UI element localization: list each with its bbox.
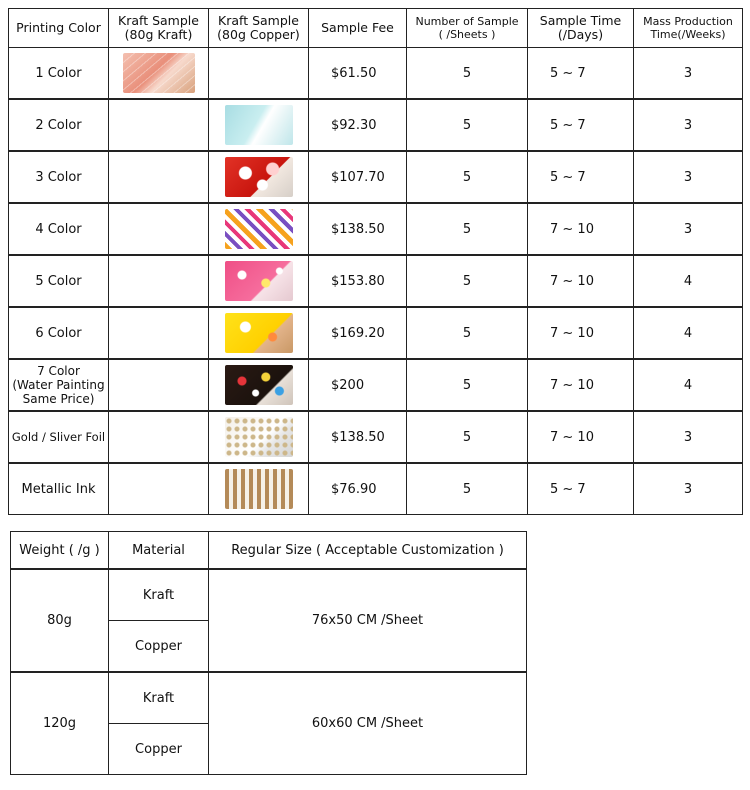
kraft-sample-cell xyxy=(109,411,209,463)
weeks-cell: 3 xyxy=(634,99,743,151)
size-header-row xyxy=(11,532,527,570)
copper-sample-cell xyxy=(209,411,309,463)
table-row xyxy=(9,255,743,307)
weeks-cell: 4 xyxy=(634,359,743,411)
table-row xyxy=(9,48,743,100)
printing-color-cell: 2 Color xyxy=(9,99,109,151)
header-copper-sample: Kraft Sample (80g Copper) xyxy=(209,9,309,48)
days-cell: 7 ~ 10 xyxy=(528,359,634,411)
table-row xyxy=(9,99,743,151)
sample-fee-cell: $76.90 xyxy=(309,463,407,515)
kraft-sample-cell xyxy=(109,48,209,100)
kraft-sample-cell xyxy=(109,203,209,255)
copper-paper-swatch xyxy=(225,209,293,249)
sample-fee-cell: $92.30 xyxy=(309,99,407,151)
copper-paper-swatch xyxy=(225,417,293,457)
days-cell: 7 ~ 10 xyxy=(528,307,634,359)
table-row xyxy=(9,411,743,463)
copper-paper-swatch xyxy=(225,157,293,197)
copper-paper-swatch xyxy=(225,261,293,301)
weeks-cell: 4 xyxy=(634,307,743,359)
copper-sample-cell xyxy=(209,255,309,307)
kraft-sample-cell xyxy=(109,359,209,411)
size-table xyxy=(10,531,527,775)
kraft-sample-cell xyxy=(109,463,209,515)
weight-cell: 120g xyxy=(11,672,109,775)
copper-sample-cell xyxy=(209,307,309,359)
printing-color-cell: Gold / Sliver Foil xyxy=(9,411,109,463)
pricing-header-row xyxy=(9,9,743,48)
copper-sample-cell xyxy=(209,463,309,515)
sheets-cell: 5 xyxy=(407,255,528,307)
days-cell: 5 ~ 7 xyxy=(528,99,634,151)
sheets-cell: 5 xyxy=(407,48,528,100)
table-row xyxy=(9,307,743,359)
weeks-cell: 3 xyxy=(634,463,743,515)
sheets-cell: 5 xyxy=(407,151,528,203)
pricing-table xyxy=(8,8,743,515)
copper-sample-cell xyxy=(209,203,309,255)
printing-color-cell: 4 Color xyxy=(9,203,109,255)
header-sample-fee: Sample Fee xyxy=(309,9,407,48)
printing-color-cell: 7 Color (Water Painting Same Price) xyxy=(9,359,109,411)
days-cell: 7 ~ 10 xyxy=(528,255,634,307)
sample-fee-cell: $169.20 xyxy=(309,307,407,359)
header-sample-time: Sample Time (/Days) xyxy=(528,9,634,48)
days-cell: 7 ~ 10 xyxy=(528,411,634,463)
weeks-cell: 3 xyxy=(634,411,743,463)
sheets-cell: 5 xyxy=(407,463,528,515)
sample-fee-cell: $200 xyxy=(309,359,407,411)
sample-fee-cell: $138.50 xyxy=(309,411,407,463)
header-kraft-sample: Kraft Sample (80g Kraft) xyxy=(109,9,209,48)
sample-fee-cell: $107.70 xyxy=(309,151,407,203)
table-row xyxy=(9,359,743,411)
copper-paper-swatch xyxy=(225,469,293,509)
sheets-cell: 5 xyxy=(407,411,528,463)
days-cell: 5 ~ 7 xyxy=(528,463,634,515)
material-cell: Kraft xyxy=(109,569,209,621)
copper-paper-swatch xyxy=(225,313,293,353)
weeks-cell: 3 xyxy=(634,151,743,203)
sample-fee-cell: $61.50 xyxy=(309,48,407,100)
printing-color-cell: 5 Color xyxy=(9,255,109,307)
copper-sample-cell xyxy=(209,48,309,100)
copper-sample-cell xyxy=(209,99,309,151)
kraft-sample-cell xyxy=(109,99,209,151)
kraft-paper-swatch xyxy=(123,53,195,93)
sheets-cell: 5 xyxy=(407,359,528,411)
copper-paper-swatch xyxy=(225,365,293,405)
kraft-sample-cell xyxy=(109,307,209,359)
material-cell: Copper xyxy=(109,724,209,775)
sheets-cell: 5 xyxy=(407,307,528,359)
header-number-of-sample: Number of Sample ( /Sheets ) xyxy=(407,9,528,48)
header-printing-color: Printing Color xyxy=(9,9,109,48)
sample-fee-cell: $138.50 xyxy=(309,203,407,255)
sheets-cell: 5 xyxy=(407,99,528,151)
printing-color-cell: Metallic Ink xyxy=(9,463,109,515)
kraft-sample-cell xyxy=(109,151,209,203)
material-cell: Copper xyxy=(109,621,209,673)
weeks-cell: 3 xyxy=(634,203,743,255)
kraft-sample-cell xyxy=(109,255,209,307)
header-regular-size: Regular Size ( Acceptable Customization ) xyxy=(209,532,527,570)
copper-paper-swatch xyxy=(225,105,293,145)
table-row xyxy=(11,672,527,724)
copper-sample-cell xyxy=(209,359,309,411)
header-material: Material xyxy=(109,532,209,570)
printing-color-cell: 1 Color xyxy=(9,48,109,100)
weeks-cell: 3 xyxy=(634,48,743,100)
header-weight: Weight ( /g ) xyxy=(11,532,109,570)
material-cell: Kraft xyxy=(109,672,209,724)
sheets-cell: 5 xyxy=(407,203,528,255)
printing-color-cell: 3 Color xyxy=(9,151,109,203)
table-row xyxy=(9,463,743,515)
header-mass-production: Mass Production Time(/Weeks) xyxy=(634,9,743,48)
weeks-cell: 4 xyxy=(634,255,743,307)
days-cell: 7 ~ 10 xyxy=(528,203,634,255)
table-row xyxy=(9,203,743,255)
size-cell: 60x60 CM /Sheet xyxy=(209,672,527,775)
days-cell: 5 ~ 7 xyxy=(528,151,634,203)
size-cell: 76x50 CM /Sheet xyxy=(209,569,527,672)
days-cell: 5 ~ 7 xyxy=(528,48,634,100)
printing-color-cell: 6 Color xyxy=(9,307,109,359)
table-row xyxy=(9,151,743,203)
sample-fee-cell: $153.80 xyxy=(309,255,407,307)
copper-sample-cell xyxy=(209,151,309,203)
table-row xyxy=(11,569,527,621)
weight-cell: 80g xyxy=(11,569,109,672)
